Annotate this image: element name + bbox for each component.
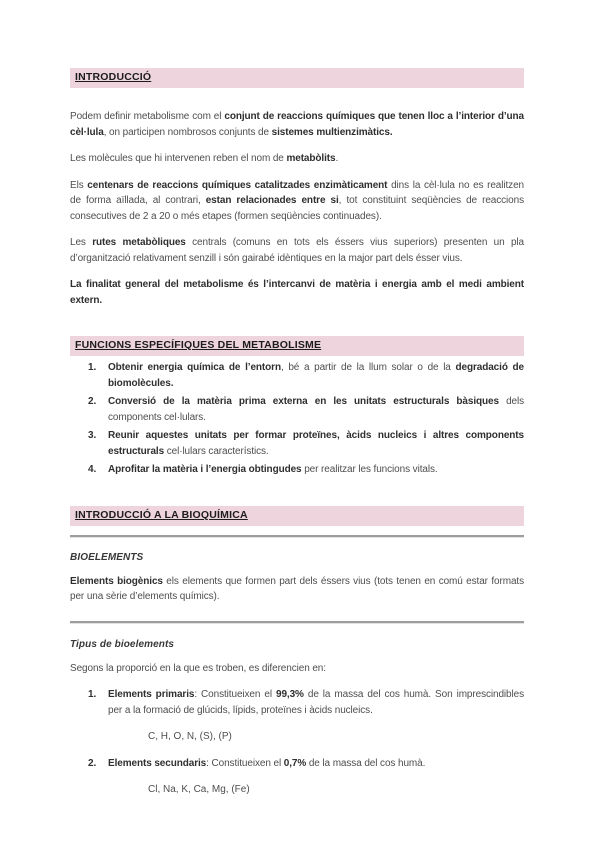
- text-run: dins la cèl·lula no es realitzen de forma aïllada, al contrari,: [70, 179, 524, 206]
- list-item-row: [70, 462, 524, 478]
- paragraph-definicio-metabolisme: [70, 109, 524, 140]
- bioelements-list: [70, 687, 524, 798]
- list-item-row: [70, 687, 524, 718]
- bioelements-list-item-2: [70, 756, 524, 798]
- text-run: .: [335, 153, 339, 164]
- list-item-row: [70, 394, 524, 425]
- section-title-introduccio: INTRODUCCIÓ: [75, 71, 152, 83]
- list-item-text: [108, 394, 524, 425]
- text-run: de la massa del cos humà.: [306, 757, 426, 769]
- bold-text-run: Obtenir energia química de l’entorn: [108, 362, 281, 373]
- section-header-introduccio: [70, 68, 524, 88]
- subheading-tipus-bioelements: Tipus de bioelements: [70, 638, 175, 650]
- paragraph-finalitat-metabolisme: [70, 277, 524, 308]
- bold-text-run: Aprofitar la matèria i l’energia obtingudes: [108, 464, 302, 475]
- bold-text-run: centenars de reaccions químiques catalitzades enzimàticament: [87, 179, 388, 191]
- bold-text-run: rutes metabòliques: [92, 237, 186, 248]
- list-item-row: [70, 360, 524, 391]
- paragraph-rutes-metaboliques: [70, 235, 524, 266]
- list-number: 4.: [88, 464, 97, 475]
- list-item-row: [70, 756, 524, 772]
- section-title-bioquimica: INTRODUCCIÓ A LA BIOQUÍMICA: [75, 508, 248, 521]
- bold-text-run: 0,7%: [283, 757, 307, 769]
- section-divider: [70, 621, 524, 624]
- paragraph-elements-biogenics: [70, 574, 524, 605]
- text-run: de la massa del cos humà. Son imprescindibles per a la formació de glúcids, lípids, proteïnes i àcids nucleics.: [108, 689, 524, 716]
- text-run: , on participen nombrosos conjunts de: [103, 126, 272, 138]
- section-header-funcions: [70, 336, 524, 356]
- text-run: : Constitueixen el: [206, 757, 284, 769]
- bold-text-run: Elements biogènics: [70, 575, 163, 587]
- bold-text-run: metabòlits: [286, 153, 336, 164]
- list-item-row: [70, 428, 524, 459]
- list-number: 1.: [88, 689, 97, 700]
- text-run: : Constitueixen el: [194, 689, 276, 700]
- list-item-text: [108, 756, 524, 772]
- list-item-text: [108, 462, 524, 478]
- funcions-list-item-3: [70, 428, 524, 459]
- section-header-bioquimica: [70, 506, 524, 526]
- bold-text-run: degradació de biomolècules.: [108, 362, 525, 389]
- list-item-text: [108, 687, 524, 718]
- funcions-list: [70, 360, 524, 478]
- text-run: , bé a partir de la llum solar o de la: [280, 362, 456, 373]
- text-run: els elements que formen part dels éssers vius (tots tenen en comú estar formats per una sèrie d’elements químics).: [70, 575, 524, 602]
- paragraph-segons-proporcio: [70, 661, 524, 677]
- funcions-list-item-4: [70, 462, 524, 478]
- section-divider: [70, 535, 524, 538]
- subheading-bioelements: BIOELEMENTS: [70, 551, 144, 563]
- paragraph-reaccions-catalitzades: [70, 178, 524, 225]
- section-title-funcions: FUNCIONS ESPECÍFIQUES DEL METABOLISME: [75, 339, 322, 351]
- list-number: 3.: [88, 430, 97, 441]
- bold-text-run: 99,3%: [275, 689, 304, 700]
- funcions-list-item-2: [70, 394, 524, 425]
- paragraph-metabolits: [70, 151, 524, 167]
- list-number: 1.: [88, 362, 97, 373]
- text-run: Les: [70, 237, 93, 248]
- text-run: dels components cel·lulars.: [108, 396, 525, 423]
- bold-text-run: estan relacionades entre si: [205, 195, 339, 206]
- text-run: Les molècules que hi intervenen reben el nom de: [70, 153, 287, 164]
- funcions-list-item-1: [70, 360, 524, 391]
- bold-text-run: Reunir aquestes unitats per formar proteïnes, àcids nucleics i altres components estructurals: [108, 430, 524, 457]
- text-run: centrals (comuns en tots els éssers vius superiors) presenten un pla d’organització relativament senzill i són gairabé idèntiques en la major part dels ésser vius.: [70, 237, 524, 264]
- bold-text-run: La finalitat general del metabolisme és l’intercanvi de matèria i energia amb el medi ambient extern.: [70, 279, 524, 306]
- bold-text-run: Conversió de la matèria prima externa en les unitats estructurals bàsiques: [108, 396, 499, 407]
- list-number: 2.: [88, 757, 97, 769]
- element-symbols-primaris: C, H, O, N, (S), (P): [148, 731, 232, 742]
- bold-text-run: conjunt de reaccions químiques que tenen lloc a l’interior d’una cèl·lula: [70, 111, 524, 138]
- text-run: per realitzar les funcions vitals.: [301, 464, 438, 475]
- list-number: 2.: [88, 396, 97, 407]
- bold-text-run: sistemes multienzimàtics.: [271, 126, 393, 138]
- text-run: , tot constituint seqüències de reaccions consecutives de 2 a 20 o més etapes (formen seqüències continuades).: [70, 195, 524, 222]
- list-item-text: [108, 428, 524, 459]
- text-run: cel·lulars característics.: [164, 445, 269, 457]
- text-run: Podem definir metabolisme com el: [70, 111, 225, 122]
- element-symbols-secundaris: Cl, Na, K, Ca, Mg, (Fe): [148, 784, 250, 795]
- text-run: Segons la proporció en la que es troben, es diferencien en:: [70, 662, 326, 674]
- bold-text-run: Elements primaris: [108, 689, 195, 700]
- text-run: Els: [70, 179, 88, 191]
- bold-text-run: Elements secundaris: [108, 757, 207, 769]
- bioelements-list-item-1: [70, 687, 524, 745]
- list-item-text: [108, 360, 524, 391]
